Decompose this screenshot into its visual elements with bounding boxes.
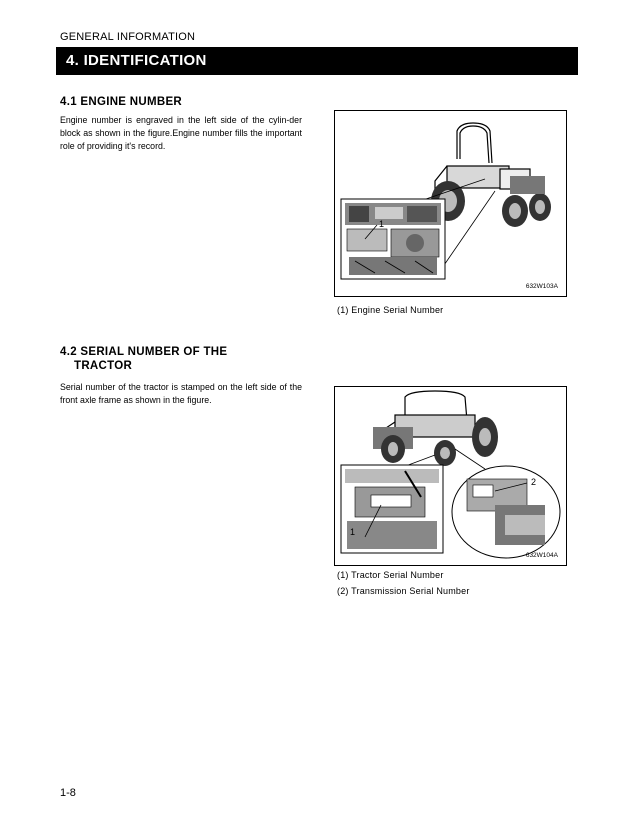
serial-number-heading-line2: TRACTOR xyxy=(74,360,133,372)
engine-number-figure xyxy=(334,110,567,297)
section-title-bar xyxy=(56,47,578,75)
serial-number-heading-line1: 4.2 SERIAL NUMBER OF THE xyxy=(60,346,228,358)
serial-number-text: Serial number of the tractor is stamped on the left side of the front axle frame as shown in the figure. xyxy=(60,382,302,405)
serial-number-figure xyxy=(334,386,567,566)
callout-1: 1 xyxy=(379,219,385,229)
figure-code: 632W104A xyxy=(525,552,558,559)
engine-number-text: Engine number is engraved in the left side of the cylin-der block as shown in the figure.Engine number fills the important role of providing it's record. xyxy=(60,115,302,151)
tractor-engine-illustration xyxy=(335,111,566,296)
callout-1: 1 xyxy=(350,527,356,537)
figure-code: 632W103A xyxy=(525,283,558,290)
running-header: GENERAL INFORMATION xyxy=(60,31,196,43)
callout-2: 2 xyxy=(531,477,537,487)
serial-number-heading xyxy=(60,346,227,372)
caption-transmission-serial: (2) Transmission Serial Number xyxy=(337,586,470,596)
tractor-axle-illustration xyxy=(335,387,566,565)
engine-number-heading: 4.1 ENGINE NUMBER xyxy=(60,96,183,108)
section-title: 4. IDENTIFICATION xyxy=(66,52,207,69)
caption-tractor-serial: (1) Tractor Serial Number xyxy=(337,570,444,580)
caption-engine-serial: (1) Engine Serial Number xyxy=(337,305,444,315)
page-number: 1-8 xyxy=(60,787,76,799)
